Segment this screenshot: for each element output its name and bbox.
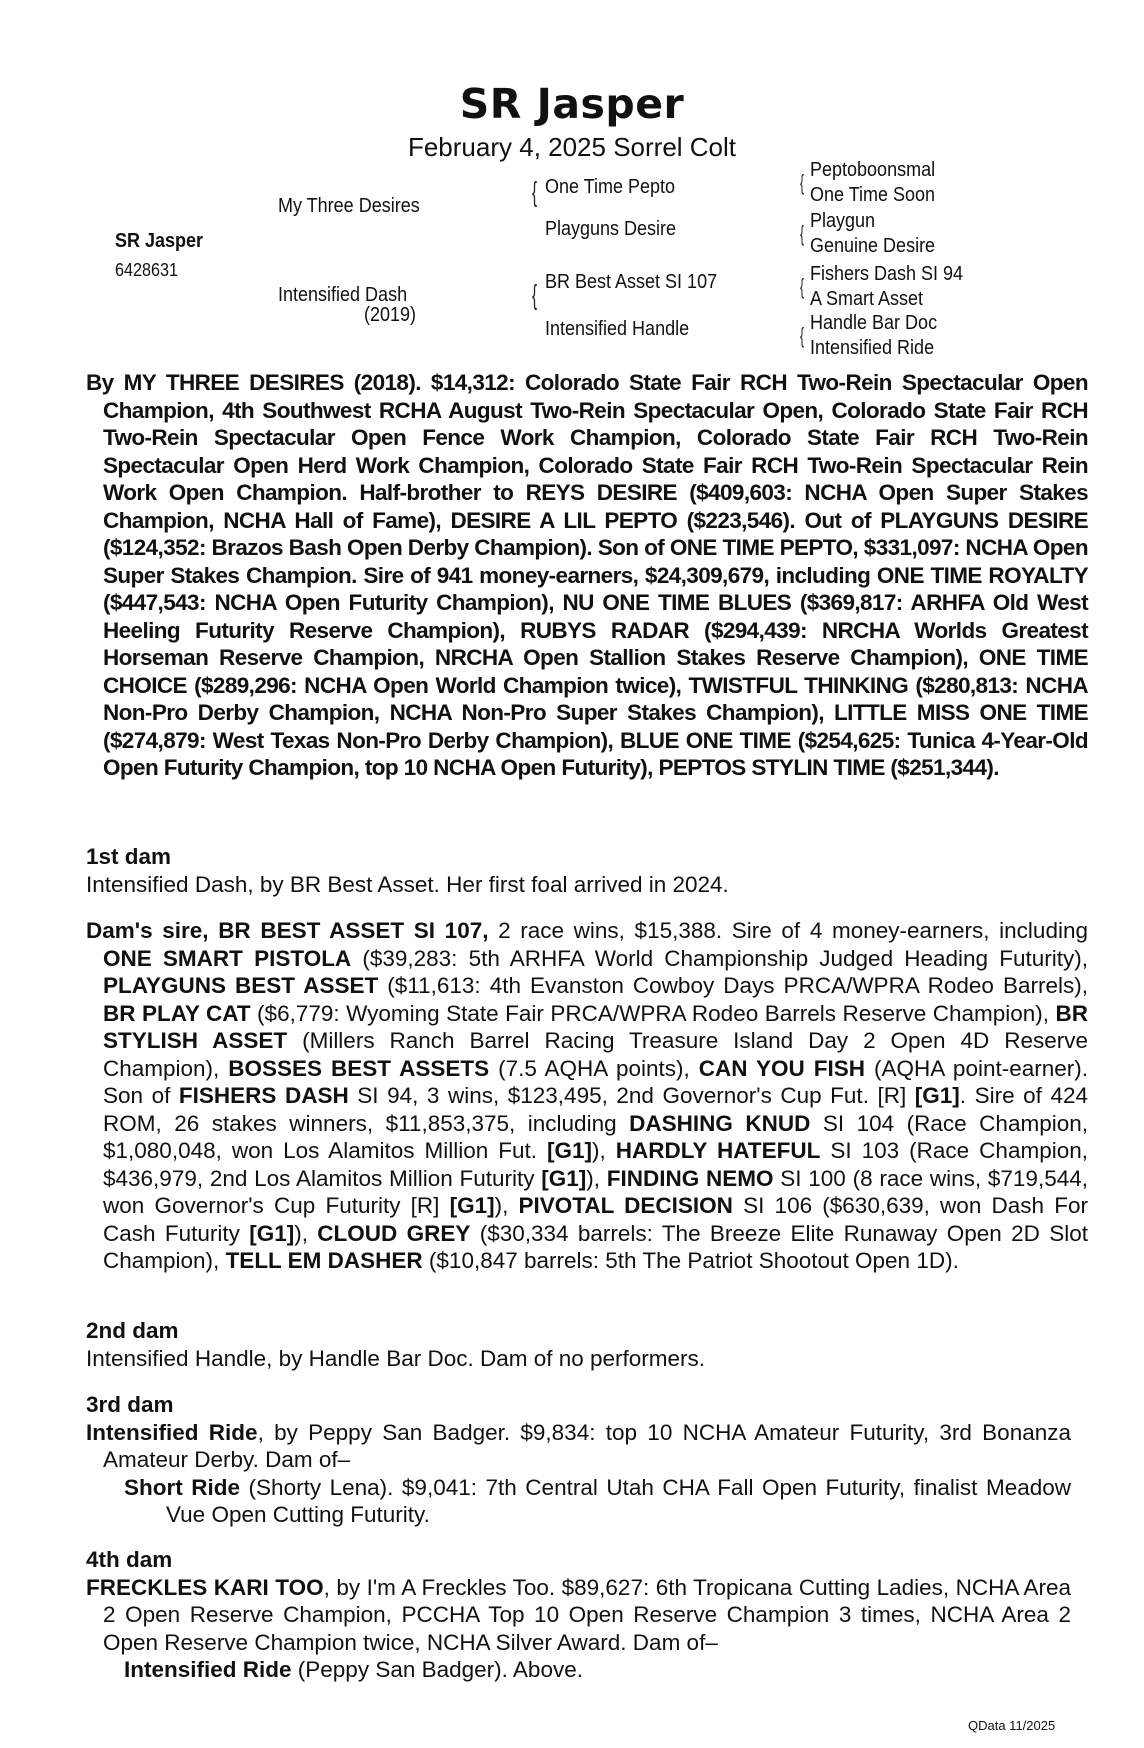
fourth-dam-heading: 4th dam: [86, 1547, 173, 1572]
grade-label: [G1]: [249, 1220, 295, 1246]
horse-name: FRECKLES KARI TOO: [86, 1574, 324, 1600]
pedigree-subject-name: SR Jasper: [115, 230, 204, 252]
text-run: SI 100 (8 race wins, $719,544, won Governor's Cup Futurity [R]: [103, 1165, 1088, 1218]
second-dam-section: [86, 1317, 1071, 1372]
grade-label: [G1]: [914, 1083, 960, 1108]
text-run: SI 104 (Race Champion, $1,080,048, won Los Alamitos Million Fut.: [103, 1110, 1088, 1163]
pedigree-subject-reg: 6428631: [115, 260, 179, 280]
text-run: , by Peppy San Badger. $9,834: top 10 NCHA Amateur Futurity, 3rd Bonanza Amateur Derby. Dam of–: [103, 1419, 1071, 1472]
first-dam-heading: 1st dam: [86, 844, 172, 869]
text-run: ),: [592, 1138, 616, 1163]
text-run: ),: [294, 1220, 318, 1246]
pedigree-dam-sire: BR Best Asset SI 107: [545, 271, 718, 293]
pedigree-g3: A Smart Asset: [810, 288, 924, 310]
horse-name: Short Ride: [124, 1474, 241, 1500]
text-run: SI 103 (Race Champion, $436,979, 2nd Los Alamitos Million Futurity: [103, 1138, 1088, 1191]
brace-icon: {: [800, 323, 805, 348]
dams-sire-paragraph: [86, 917, 1088, 1275]
horse-name: CLOUD GREY: [317, 1220, 471, 1246]
pedigree-g3: Fishers Dash SI 94: [810, 263, 964, 285]
pedigree-g3: Playgun: [810, 210, 876, 232]
fourth-dam-section: [86, 1546, 1071, 1684]
horse-name: BR PLAY CAT: [103, 1000, 251, 1026]
text-run: ($10,847 barrels: 5th The Patriot Shootout Open 1D).: [422, 1248, 959, 1273]
source-footer: QData 11/2025: [968, 1718, 1056, 1733]
horse-name: ONE SMART PISTOLA: [103, 945, 352, 971]
page-subtitle: February 4, 2025 Sorrel Colt: [407, 132, 737, 162]
first-dam-section: [86, 843, 1071, 898]
third-dam-foal: [124, 1474, 1071, 1529]
horse-name: Intensified Ride: [86, 1419, 258, 1445]
horse-name: PIVOTAL DECISION: [518, 1193, 733, 1218]
pedigree-g3: Handle Bar Doc: [810, 312, 938, 334]
second-dam-heading: 2nd dam: [86, 1318, 179, 1343]
pedigree-g3: One Time Soon: [810, 184, 936, 206]
brace-icon: {: [800, 274, 805, 299]
brace-icon: {: [800, 221, 805, 246]
text-run: 2 race wins, $15,388. Sire of 4 money-earners, including: [488, 918, 1088, 943]
text-run: SI 106 ($630,639, won Dash For Cash Futurity: [103, 1193, 1088, 1246]
text-run: (7.5 AQHA points),: [489, 1055, 699, 1081]
text-run: (Shorty Lena). $9,041: 7th Central Utah CHA Fall Open Futurity, finalist Meadow Vue Open Cutting Futurity.: [166, 1474, 1071, 1527]
brace-icon: {: [532, 176, 538, 207]
first-dam-text: Intensified Dash, by BR Best Asset. Her first foal arrived in 2024.: [86, 871, 729, 897]
pedigree-g3: Peptoboonsmal: [810, 159, 936, 181]
text-run: (AQHA point-earner). Son of: [103, 1055, 1088, 1108]
grade-label: [G1]: [449, 1193, 495, 1218]
text-run: ($30,334 barrels: The Breeze Elite Runaway Open 2D Slot Champion),: [103, 1220, 1088, 1273]
horse-name: BOSSES BEST ASSETS: [228, 1055, 490, 1081]
grade-label: [G1]: [541, 1165, 587, 1191]
pedigree-dam-dam: Intensified Handle: [545, 318, 690, 340]
horse-name: DASHING KNUD: [629, 1110, 811, 1136]
third-dam-heading: 3rd dam: [86, 1392, 174, 1417]
horse-name: TELL EM DASHER: [225, 1248, 423, 1273]
text-run: ($6,779: Wyoming State Fair PRCA/WPRA Rodeo Barrels Reserve Champion),: [250, 1000, 1056, 1026]
horse-name: BR STYLISH ASSET: [103, 1000, 1089, 1053]
horse-name: Intensified Ride: [124, 1657, 292, 1682]
pedigree-dam-year: (2019): [364, 304, 417, 326]
text-run: ($11,613: 4th Evanston Cowboy Days PRCA/WPRA Rodeo Barrels),: [378, 973, 1088, 998]
third-dam-section: [86, 1391, 1071, 1529]
text-run: , by I'm A Freckles Too. $89,627: 6th Tropicana Cutting Ladies, NCHA Area 2 Open Reserve Champion, PCCHA Top 10 Open Reserve Champion 3 times, NCHA Area 2 Open Reserve Champion twice, NCHA Silver Award. Dam of–: [103, 1574, 1071, 1655]
text-run: (Millers Ranch Barrel Racing Treasure Island Day 2 Open 4D Reserve Champion),: [103, 1028, 1088, 1081]
second-dam-text: Intensified Handle, by Handle Bar Doc. Dam of no performers.: [86, 1345, 706, 1371]
dams-sire-name: Dam's sire, BR BEST ASSET SI 107,: [86, 918, 489, 943]
sire-paragraph: By MY THREE DESIRES (2018). $14,312: Colorado State Fair RCH Two-Rein Spectacular Open Champion, 4th Southwest RCHA August Two-Rein Spectacular Open, Colorado State Fair RCH Two-Rein Spectacular Open Fence Work Champion, Colorado State Fair RCH Two-Rein Spectacular Open Herd Work Champion, Colorado State Fair RCH Two-Rein Spectacular Rein Work Open Champion. Half-brother to REYS DESIRE ($409,603: NCHA Open Super Stakes Champion, NCHA Hall of Fame), DESIRE A LIL PEPTO ($223,546). Out of PLAYGUNS DESIRE ($124,352: Brazos Bash Open Derby Champion). Son of ONE TIME PEPTO, $331,097: NCHA Open Super Stakes Champion. Sire of 941 money-earners, $24,309,679, including ONE TIME ROYALTY ($447,543: NCHA Open Futurity Champion), NU ONE TIME BLUES ($369,817: ARHFA Old West Heeling Futurity Reserve Champion), RUBYS RADAR ($294,439: NRCHA Worlds Greatest Horseman Reserve Champion, NRCHA Open Stallion Stakes Reserve Champion), ONE TIME CHOICE ($289,296: NCHA Open World Champion twice), TWISTFUL THINKING ($280,813: NCHA Non-Pro Derby Champion, NCHA Non-Pro Super Stakes Champion), LITTLE MISS ONE TIME ($274,879: West Texas Non-Pro Derby Champion), BLUE ONE TIME ($254,625: Tunica 4-Year-Old Open Futurity Champion, top 10 NCHA Open Futurity), PEPTOS STYLIN TIME ($251,344).: [86, 370, 1088, 780]
pedigree-dam: Intensified Dash: [278, 284, 408, 306]
horse-name: HARDLY HATEFUL: [615, 1138, 821, 1163]
pedigree-g3: Genuine Desire: [810, 235, 936, 257]
third-dam-text: [86, 1419, 1071, 1474]
text-run: (Peppy San Badger). Above.: [291, 1657, 583, 1682]
pedigree-g3: Intensified Ride: [810, 337, 935, 359]
text-run: ),: [586, 1165, 607, 1191]
text-run: ($39,283: 5th ARHFA World Championship Judged Heading Futurity),: [351, 945, 1088, 971]
pedigree-sire-sire: One Time Pepto: [545, 176, 676, 198]
grade-label: [G1]: [547, 1138, 592, 1163]
brace-icon: {: [800, 170, 805, 195]
page-title: SR Jasper: [459, 80, 685, 128]
horse-name: CAN YOU FISH: [698, 1055, 866, 1081]
horse-name: PLAYGUNS BEST ASSET: [103, 973, 379, 998]
text-run: SI 94, 3 wins, $123,495, 2nd Governor's Cup Fut. [R]: [348, 1083, 915, 1108]
fourth-dam-foal: [124, 1656, 1071, 1684]
fourth-dam-text: [86, 1574, 1071, 1657]
horse-name: FINDING NEMO: [606, 1165, 774, 1191]
brace-icon: {: [532, 279, 538, 310]
text-run: ),: [494, 1193, 519, 1218]
horse-name: FISHERS DASH: [178, 1083, 349, 1108]
text-run: . Sire of 424 ROM, 26 stakes winners, $11,853,375, including: [103, 1083, 1088, 1136]
pedigree-sire-dam: Playguns Desire: [545, 218, 677, 240]
pedigree-sire: My Three Desires: [278, 195, 420, 217]
